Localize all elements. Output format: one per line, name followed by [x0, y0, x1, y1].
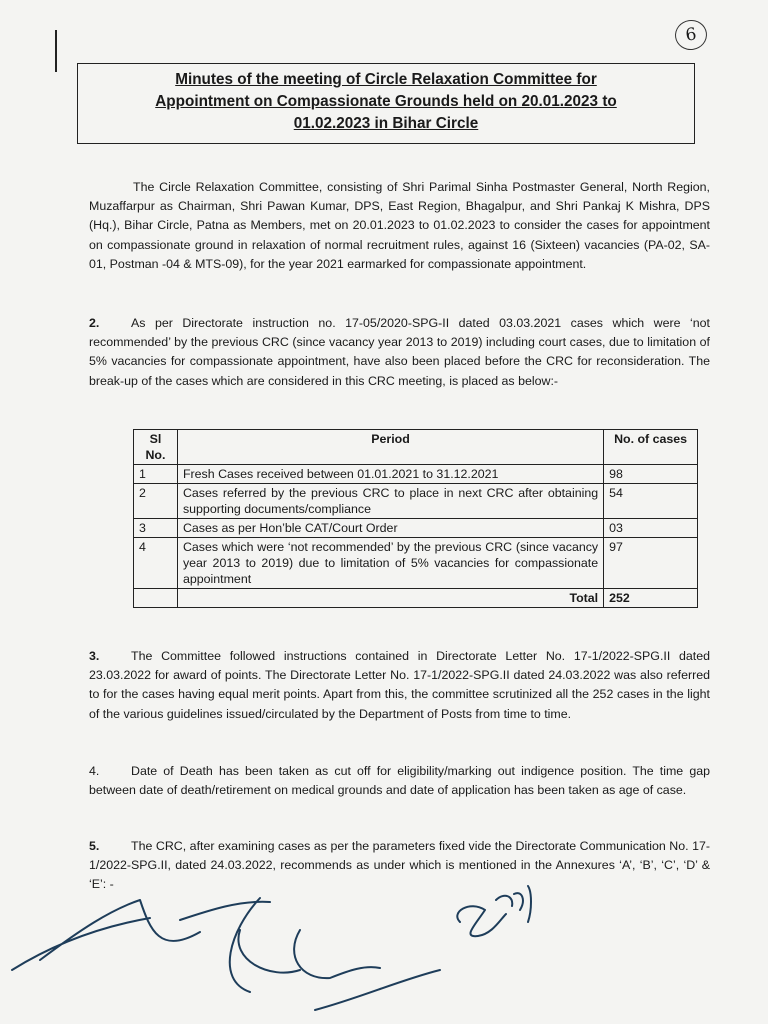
signature-member-1 [230, 898, 440, 1010]
row-sl: 4 [134, 538, 178, 589]
paragraph-3 [89, 647, 710, 724]
row-period: Cases which were ‘not recommended’ by the previous CRC (since vacancy year 2013 to 2019) due to limitation of 5% vacancies for compassionate appointment [177, 538, 603, 589]
signature-chairman [12, 900, 270, 970]
title-line-2: Appointment on Compassionate Grounds held on 20.01.2023 to [155, 93, 617, 110]
total-value: 252 [604, 589, 698, 608]
member-signatures [0, 870, 768, 1024]
header-no-of-cases: No. of cases [604, 430, 698, 465]
margin-mark [55, 30, 57, 72]
signature-member-2 [457, 886, 531, 936]
cases-breakup-table [133, 429, 698, 608]
table-row [134, 519, 698, 538]
paragraph-4-text: Date of Death has been taken as cut off for eligibility/marking out indigence position. The time gap between date of death/retirement on medical grounds and date of application has been taken as age of case. [89, 764, 710, 798]
table-row [134, 484, 698, 519]
paragraph-4-number: 4. [89, 764, 100, 778]
paragraph-1: The Circle Relaxation Committee, consisting of Shri Parimal Sinha Postmaster General, North Region, Muzaffarpur as Chairman, Shri Pawan Kumar, DPS, East Region, Bhagalpur, and Shri Pankaj K Mishra, DPS (Hq.), Bihar Circle, Patna as Members, met on 20.01.2023 to 01.02.2023 to consider the cases for appointment on compassionate ground in relaxation of normal recruitment rules, against 16 (Sixteen) vacancies (PA-02, SA- 01, Postman -04 & MTS-09), for the year 2021 earmarked for compassionate appointment. [89, 180, 710, 271]
paragraph-2 [89, 314, 710, 391]
document-title [77, 63, 695, 144]
paragraph-3-number: 3. [89, 649, 100, 663]
header-period: Period [177, 430, 603, 465]
row-period: Fresh Cases received between 01.01.2021 to 31.12.2021 [177, 465, 603, 484]
row-cases: 03 [604, 519, 698, 538]
paragraph-2-number: 2. [89, 316, 100, 330]
table-total-row [134, 589, 698, 608]
row-sl: 3 [134, 519, 178, 538]
paragraph-2-text: As per Directorate instruction no. 17-05/2020-SPG-II dated 03.03.2021 cases which were ‘not recommended’ by the previous CRC (since vacancy year 2013 to 2019) including court cases, due to limitation of 5% vacancies for compassionate appointment, have also been placed before the CRC for reconsideration. The break-up of the cases which are considered in this CRC meeting, is placed as below:- [89, 316, 710, 388]
row-cases: 97 [604, 538, 698, 589]
page-number: 6 [673, 18, 709, 52]
paragraph-3-text: The Committee followed instructions contained in Directorate Letter No. 17-1/2022-SPG.II dated 23.03.2022 for award of points. The Directorate Letter No. 17-1/2022-SPG.II dated 24.03.2022 was also referred to for the cases having equal merit points. Apart from this, the committee scrutinized all the 252 cases in the light of the various guidelines issued/circulated by the Department of Posts from time to time. [89, 649, 710, 721]
row-period: Cases referred by the previous CRC to place in next CRC after obtaining supporting documents/compliance [177, 484, 603, 519]
table-row [134, 465, 698, 484]
table-row [134, 538, 698, 589]
table-header-row [134, 430, 698, 465]
paragraph-4 [89, 762, 710, 800]
title-line-3: 01.02.2023 in Bihar Circle [293, 115, 479, 132]
row-period: Cases as per Hon’ble CAT/Court Order [177, 519, 603, 538]
row-cases: 98 [604, 465, 698, 484]
row-sl: 2 [134, 484, 178, 519]
row-sl: 1 [134, 465, 178, 484]
header-sl-no: Sl No. [134, 430, 178, 465]
title-line-1: Minutes of the meeting of Circle Relaxation Committee for [175, 71, 597, 88]
paragraph-5-text: The CRC, after examining cases as per the parameters fixed vide the Directorate Communication No. 17-1/2022-SPG.II, dated 24.03.2022, recommends as under which is mentioned in the Annexures ‘A’, ‘B’, ‘C’, ‘D’ & ‘E’: - [89, 839, 710, 892]
row-cases: 54 [604, 484, 698, 519]
paragraph-5-number: 5. [89, 839, 100, 853]
total-label: Total [177, 589, 603, 608]
